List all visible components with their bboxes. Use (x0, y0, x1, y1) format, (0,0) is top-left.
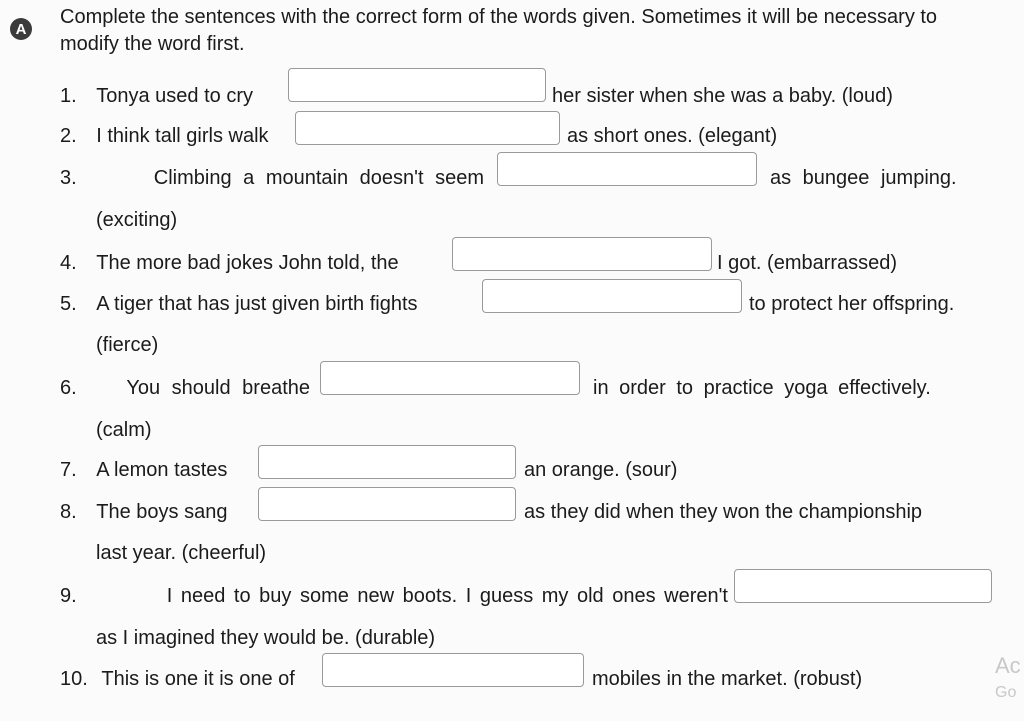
item-2 (60, 124, 269, 148)
answer-field-9[interactable] (734, 569, 992, 603)
section-badge: A (10, 18, 32, 40)
item-6-after: in order to practice yoga effectively. (593, 377, 931, 399)
item-number: 6. (60, 377, 77, 399)
item-8 (60, 500, 227, 524)
item-7 (60, 458, 227, 482)
item-text-before: Climbing a mountain doesn't seem (153, 167, 484, 189)
item-text-before: This is one it is one of (101, 668, 295, 690)
answer-field-6[interactable] (320, 361, 580, 395)
item-number: 9. (60, 585, 77, 607)
item-2-after: as short ones. (elegant) (567, 125, 778, 147)
item-9-continuation: as I imagined they would be. (durable) (96, 627, 436, 649)
item-number: 3. (60, 167, 77, 189)
item-text-before: A tiger that has just given birth fights (96, 293, 418, 315)
item-5-continuation: (fierce) (96, 334, 159, 356)
item-number: 1. (60, 85, 77, 107)
item-6 (60, 376, 310, 400)
instructions: Complete the sentences with the correct form of the words given. Sometimes it will be necessary to modify the word first. (60, 6, 938, 55)
item-10 (60, 667, 295, 691)
answer-field-5[interactable] (482, 279, 742, 313)
item-9 (60, 584, 728, 608)
item-text-before: You should breathe (126, 377, 310, 399)
item-number: 2. (60, 125, 77, 147)
item-5-after: to protect her offspring. (749, 293, 955, 315)
item-number: 5. (60, 293, 77, 315)
item-5 (60, 292, 418, 316)
item-number: 10. (60, 668, 88, 690)
answer-field-3[interactable] (497, 152, 757, 186)
item-text-before: A lemon tastes (96, 459, 228, 481)
answer-field-4[interactable] (452, 237, 712, 271)
answer-field-2[interactable] (295, 111, 560, 145)
item-3-after: as bungee jumping. (770, 167, 957, 189)
item-number: 4. (60, 252, 77, 274)
item-text-before: The boys sang (96, 501, 228, 523)
item-text-before: I need to buy some new boots. I guess my old ones weren't (166, 585, 728, 607)
answer-field-10[interactable] (322, 653, 584, 687)
item-8-after: as they did when they won the championship (524, 501, 923, 523)
answer-field-8[interactable] (258, 487, 516, 521)
item-3-continuation: (exciting) (96, 209, 178, 231)
item-text-before: I think tall girls walk (96, 125, 269, 147)
item-7-after: an orange. (sour) (524, 459, 678, 481)
item-8-continuation: last year. (cheerful) (96, 542, 267, 564)
item-10-after: mobiles in the market. (robust) (592, 668, 863, 690)
activation-watermark: Ac (995, 653, 1021, 678)
item-6-continuation: (calm) (96, 419, 152, 441)
item-number: 8. (60, 501, 77, 523)
item-4 (60, 251, 399, 275)
answer-field-1[interactable] (288, 68, 546, 102)
item-4-after: I got. (embarrassed) (717, 252, 898, 274)
item-1 (60, 84, 253, 108)
item-text-before: Tonya used to cry (96, 85, 253, 107)
answer-field-7[interactable] (258, 445, 516, 479)
activation-watermark-sub: Go (995, 684, 1017, 701)
item-number: 7. (60, 459, 77, 481)
item-1-after: her sister when she was a baby. (loud) (552, 85, 893, 107)
item-text-before: The more bad jokes John told, the (96, 252, 399, 274)
item-3 (60, 166, 484, 190)
